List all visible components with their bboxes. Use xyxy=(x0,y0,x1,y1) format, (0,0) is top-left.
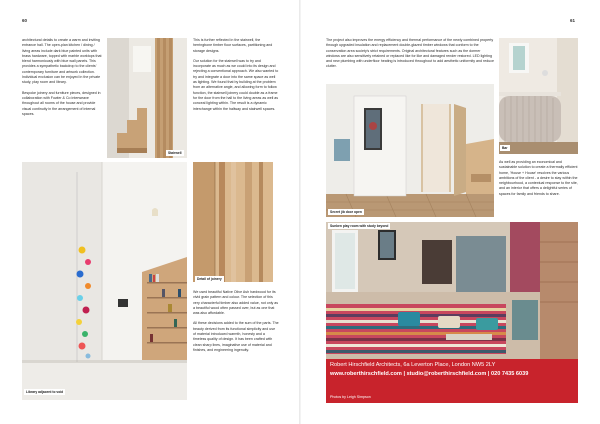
page-gutter xyxy=(299,0,301,424)
caption-stairwell: Stairwell xyxy=(168,151,182,155)
secret-door-photo xyxy=(326,84,494,217)
paragraph: architectural details to create a warm and inviting entrance hall. The open-plan kitchen / dining / living areas include dark blue painted units with brass hardware, topped with marble worktops that blend harmoniously with blue wall panels. This provides a sympathetic backdrop to the clients' contemporary furniture and artwork collection. Individual exclusion can be enjoyed in the private study, play room and library. xyxy=(22,38,102,85)
bar-photo xyxy=(499,38,578,154)
text-right-mid xyxy=(499,160,579,197)
joinery-photo xyxy=(193,162,273,282)
caption-bar: Bar xyxy=(502,146,508,150)
banner-contact[interactable]: www.roberthirschfield.com | studio@roberthirschfield.com | 020 7435 6039 xyxy=(330,371,529,377)
paragraph: Our solution for the stairwell was to try and incorporate as much as we could into its design and rejecting a conventional approach. We also wanted to try and integrate a door into the same space as well as lighting. We found that by building at the problem from an alternative angle, and allowing form to follow function, the stairwell joinery could double as a frame for the door from the hall to the living areas as well as conceal lighting within. The result is a dynamic interchange within the hallway and stairwell spaces. xyxy=(193,58,279,111)
paragraph: We used beautiful Native Olive Ash hardwood for its vivid grain pattern and colour. The selection of this very characterful timber also added value, not only as a beautiful wood often passed over, but as one that was also affordable. xyxy=(193,290,279,316)
page-number-right: 61 xyxy=(570,18,576,23)
page-number-left: 60 xyxy=(22,18,28,23)
photo-credit: Photos by Leigh Simpson xyxy=(326,393,578,403)
caption-library: Library adjacent to void xyxy=(26,390,64,394)
caption-joinery: Detail of joinery xyxy=(197,277,222,281)
text-column-2 xyxy=(193,38,279,112)
paragraph: This is further reflected in the stairwell, the herringbone timber floor surfaces, partitioning and storage designs. xyxy=(193,38,273,53)
text-column-3 xyxy=(193,290,279,353)
library-photo xyxy=(22,162,187,400)
text-right-top xyxy=(326,38,494,70)
caption-playroom: Sunken play room with study beyond xyxy=(330,224,389,228)
paragraph: All these decisions added to the sum of the parts. The beauty derived from its functional simplicity and use of material introduced warmth, honesty and a timeless quality of design. It has been crafted with clean sharp lines, imaginative use of material and finishes, and engineering ingenuity. xyxy=(193,321,279,352)
text-column-1 xyxy=(22,38,102,117)
paragraph: The project also improves the energy efficiency and thermal performance of the newly combined property through upgraded insulation and replacement double-glazed timber windows that conform to the conservation area society's strict requirements. Original architectural features such as the dormer windows are also sensitively retained or replaced like for like and damaged render restored. LED lighting and new plumbing with underfloor heating is introduced throughout to add aesthetic uniformity and reduce clutter. xyxy=(326,38,495,69)
paragraph: Bespoke joinery and furniture pieces, designed in collaboration with Fowler & Co interweave throughout all rooms of the house and provide visual continuity in the arrangement of internal spaces. xyxy=(22,90,101,116)
banner-address: Robert Hirschfield Architects, 6a Leverton Place, London NW5 2LY xyxy=(330,362,496,368)
paragraph: As well as providing an economical and sustainable solution to create a thermally efficient home, 'House + House' resolves the various ambitions of the client - a desire to stay within the neighbourhood, a contextual response to the site, and an interior that offers a delightful series of spaces for family and friends to share. xyxy=(499,160,578,196)
playroom-photo xyxy=(326,222,578,359)
stairwell-photo xyxy=(107,38,187,158)
caption-secret-door: Secret jib door open xyxy=(330,210,362,214)
